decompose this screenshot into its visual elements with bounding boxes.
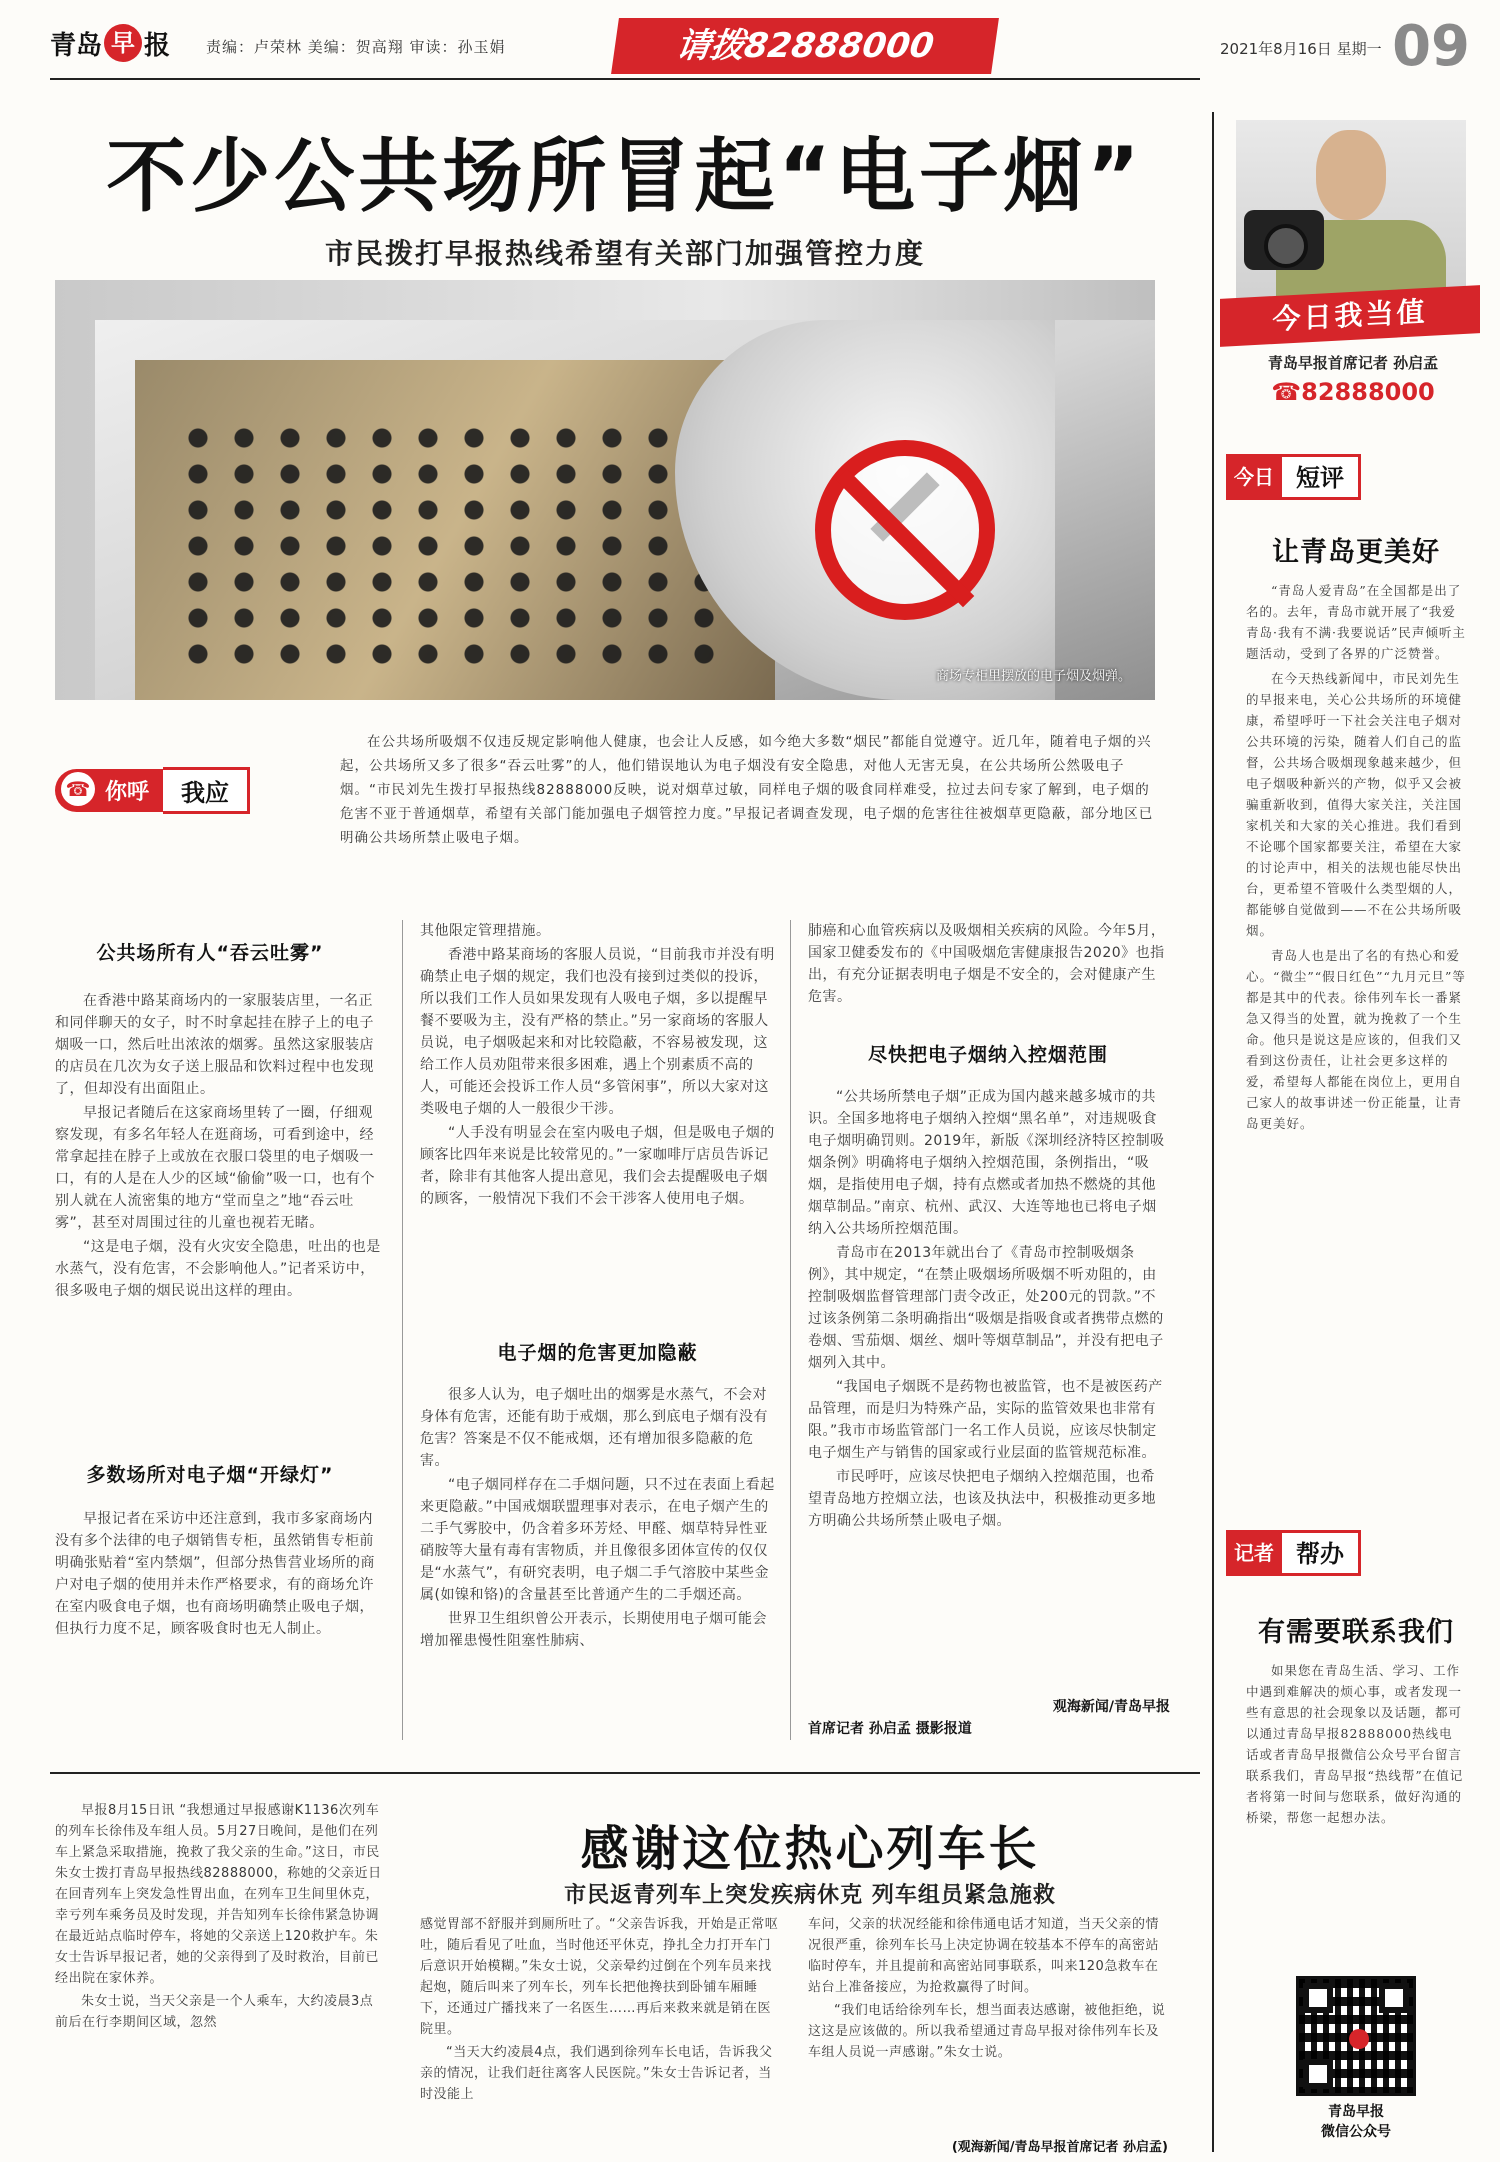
byline-2: 首席记者 孙启孟 摄影报道 [808, 1721, 972, 1737]
page-number: 09 [1392, 14, 1470, 79]
paragraph: “我们电话给徐列车长，想当面表达感谢，被他拒绝，说这这是应该做的。所以我希望通过青岛早报对徐伟列车长及车组人员说一声感谢。”朱女士说。 [808, 2003, 1166, 2060]
main-subheadline: 市民拨打早报热线希望有关部门加强管控力度 [324, 237, 925, 270]
paragraph: 青岛市在2013年就出台了《青岛市控制吸烟条例》，其中规定，“在禁止吸烟场所吸烟不听劝阻的，由控制吸烟监督管理部门责令改正，处200元的罚款。”不过该条例第二条明确指出“吸烟是指吸食或者携带点燃的卷烟、雪茄烟、烟丝、烟叶等烟草制品”，并没有把电子烟列入其中。 [808, 1245, 1164, 1371]
section-tag-nihu-woying [55, 768, 250, 812]
qr-caption [1276, 2102, 1436, 2142]
editor-credits: 责编：卢荣林 美编：贺高翔 审读：孙玉娟 [206, 38, 506, 56]
no-smoking-icon [815, 440, 995, 620]
paragraph: “我国电子烟既不是药物也被监管，也不是被医药产品管理，而是归为特殊产品，实际的监管效果也非常有限。”我市市场监管部门一名工作人员说，应该尽快制定电子烟生产与销售的国家或行业层面的监管规范标准。 [808, 1379, 1163, 1461]
article-column-3 [808, 920, 1168, 1010]
duty-phone: ☎82888000 [1271, 378, 1435, 406]
help-tag-b: 帮办 [1282, 1530, 1361, 1576]
phone-icon: ☎ [61, 772, 95, 806]
article-column-3b [808, 1086, 1168, 1534]
article-column-2 [420, 920, 775, 1212]
photo-scene [95, 320, 1155, 700]
comment-body [1246, 580, 1466, 1138]
masthead [50, 14, 1470, 79]
help-title: 有需要联系我们 [1258, 1617, 1454, 1648]
help-tag [1226, 1528, 1416, 1578]
help-tag-a: 记者 [1226, 1530, 1282, 1576]
logo-text-bao: 报 [144, 30, 171, 61]
paragraph: 感觉胃部不舒服并到厕所吐了。“父亲告诉我，开始是正常呕吐，随后看见了吐血，当时他还平休克，挣扎全力打开车门后意识开始模糊。”朱女士说，父亲晕约过倒在个列车员来找起炮，随后叫来了列车长，列车长把他搀扶到卧铺车厢睡下，还通过广播找来了一名医生……再后来救来就是销在医院里。 [420, 1917, 779, 2037]
article-column-1b [55, 1508, 385, 1642]
reporter-face [1316, 130, 1386, 220]
paragraph: 世界卫生组织曾公开表示，长期使用电子烟可能会增加罹患慢性阻塞性肺病、 [420, 1611, 767, 1649]
qr-corner [1303, 2059, 1333, 2089]
issue-date: 2021年8月16日 星期一 [1220, 40, 1382, 58]
column-divider [790, 920, 791, 1740]
tag-text-a: 你呼 [105, 779, 150, 805]
story-intro: 在公共场所吸烟不仅违反规定影响他人健康，也会让人反感，如今绝大多数“烟民”都能自觉遵守。近几年，随着电子烟的兴起，公共场所又多了很多“吞云吐雾”的人，他们错误地认为电子烟没有安全隐患，对他人无害无臭，在公共场所公然吸电子烟。“市民刘先生拨打早报热线82888000反映，说对烟草过敏，同样电子烟的吸食同样难受，拉过去问专家了解到，电子烟的危害不亚于普通烟草，希望有关部门能加强电子烟管控力度。”早报记者调查发现，电子烟的危害往往被烟草更隐蔽，部分地区已明确公共场所禁止吸电子烟。 [340, 734, 1154, 846]
comment-tag-b: 短评 [1282, 454, 1361, 500]
second-subheadline: 市民返青列车上突发疾病休克 列车组员紧急施救 [564, 1883, 1056, 1908]
help-body [1246, 1660, 1466, 1832]
paragraph: “公共场所禁电子烟”正成为国内越来越多城市的共识。全国多地将电子烟纳入控烟“黑名单”，对违规吸食电子烟明确罚则。2019年，新版《深圳经济特区控制吸烟条例》明确将电子烟纳入控烟范围，条例指出，“吸烟，是指使用电子烟，持有点燃或者加热不燃烧的其他烟草制品。”南京、杭州、武汉、大连等地也已将电子烟纳入公共场所控烟范围。 [808, 1089, 1165, 1237]
section-title-3: 电子烟的危害更加隐蔽 [497, 1342, 698, 1364]
second-column-2 [420, 1914, 780, 2107]
paragraph: 早报记者随后在这家商场里转了一圈，仔细观察发现，有多名年轻人在逛商场，可看到途中，经常拿起挂在脖子上或放在衣服口袋里的电子烟吸一口，有的人是在人少的区域“偷偷”吸一口，也有个别人就在人流密集的地方“堂而皇之”地“吞云吐雾”，甚至对周围过往的儿童也视若无睹。 [55, 1105, 376, 1231]
reporter-photo [1236, 120, 1466, 315]
section-title-4: 尽快把电子烟纳入控烟范围 [867, 1044, 1108, 1066]
qr-corner [1303, 1983, 1333, 2013]
ecig-cartridges [175, 420, 735, 680]
main-headline: 不少公共场所冒起“电子烟” [106, 130, 1144, 223]
hotline-banner: 请拨82888000 [611, 18, 999, 74]
photo-caption: 商场专柜里摆放的电子烟及烟弹。 [935, 669, 1131, 684]
paragraph: “这是电子烟，没有火灾安全隐患，吐出的也是水蒸气，没有危害，不会影响他人。”记者采访中，很多吸电子烟的烟民说出这样的理由。 [55, 1239, 381, 1299]
paragraph: 香港中路某商场的客服人员说，“目前我市并没有明确禁止电子烟的规定，我们也没有接到过类似的投诉，所以我们工作人员如果发现有人吸电子烟，多以提醒早餐不要吸为主，没有严格的禁止。”另一家商场的客服人员说，电子烟吸起来和对比较隐蔽，不容易被发现，这给工作人员劝阻带来很多困难，遇上个别素质不高的人，可能还会投诉工作人员“多管闲事”，所以大家对这类吸电子烟的人一般很少干涉。 [420, 947, 775, 1117]
section-title-2: 多数场所对电子烟“开绿灯” [86, 1464, 334, 1486]
paragraph: 早报记者在采访中还注意到，我市多家商场内没有多个法律的电子烟销售专柜，虽然销售专柜前明确张贴着“室内禁烟”，但部分热售营业场所的商户对电子烟的使用并未作严格要求，有的商场允许在室内吸食电子烟，也有商场明确禁止吸电子烟，但执行力度不足，顾客吸食时也无人制止。 [55, 1511, 376, 1637]
paragraph: 车问，父亲的状况经能和徐伟通电话才知道，当天父亲的情况很严重，徐列车长马上决定协调在较基本不停车的高密站临时停车，并且提前和高密站同事联系，叫来120急救车在站台上准备接应，为抢救赢得了时间。 [808, 1917, 1160, 1995]
section-title-1: 公共场所有人“吞云吐雾” [96, 942, 324, 964]
paragraph: 在香港中路某商场内的一家服装店里，一名正和同伴聊天的女子，时不时拿起挂在脖子上的电子烟吸一口，然后吐出浓浓的烟雾。虽然这家服装店的店员在几次为女子送上服品和饮料过程中也发现了，但却没有出面阻止。 [55, 993, 374, 1097]
duty-reporter-name: 青岛早报首席记者 孙启孟 [1267, 354, 1439, 372]
masthead-rule [50, 78, 1200, 80]
paragraph: “电子烟同样存在二手烟问题，只不过在表面上看起来更隐蔽。”中国戒烟联盟理事对表示，在电子烟产生的二手气雾胶中，仍含着多环芳烃、甲醛、烟草特异性亚硝胺等大量有毒有害物质，并且像很多团体宣传的仅仅是“水蒸气”，有研究表明，电子烟二手气溶胶中某些金属(如镍和铬)的含量甚至比普通产生的二手烟还高。 [420, 1477, 775, 1603]
paragraph: “青岛人爱青岛”在全国都是出了名的。去年，青岛市就开展了“我爱青岛·我有不满·我要说话”民声倾听主题活动，受到了各界的广泛赞誉。 [1246, 583, 1466, 661]
paragraph: 早报8月15日讯 “我想通过早报感谢K1136次列车的列车长徐伟及车组人员。5月27日晚间，是他们在列车上紧急采取措施，挽救了我父亲的生命。”这日，市民朱女士拨打青岛早报热线82888000，称她的父亲近日在回青列车上突发急性胃出血，在列车卫生间里休克，幸亏列车乘务员及时发现，并告知列车长徐伟紧急协调在最近站点临时停车，将她的父亲送上120救护车。朱女士告诉早报记者，她的父亲得到了及时救治，目前已经出院在家休养。 [55, 1803, 382, 1986]
qr-caption-line-2: 微信公众号 [1321, 2124, 1391, 2140]
comment-tag-a: 今日 [1226, 454, 1282, 500]
second-headline: 感谢这位热心列车长 [580, 1821, 1040, 1877]
qr-center-logo [1349, 2029, 1369, 2049]
article-column-2b [420, 1384, 775, 1654]
second-byline: (观海新闻/青岛早报首席记者 孙启孟) [951, 2140, 1168, 2155]
tag-text-b: 我应 [163, 767, 250, 814]
paragraph: “当天大约凌晨4点，我们遇到徐列车长电话，告诉我父亲的情况，让我们赶往离客人民医院。”朱女士告诉记者，当时没能上 [420, 2045, 773, 2102]
qr-code-icon[interactable] [1296, 1976, 1416, 2096]
paragraph: 在今天热线新闻中，市民刘先生的早报来电，关心公共场所的环境健康，希望呼吁一下社会关注电子烟对公共环境的污染，随着人们自己的监督，公共场合吸烟现象越来越少，但电子烟吸种新兴的产物，似乎又会被骗重新收到，值得大家关注，关注国家机关和大家的关心推进。我们看到不论哪个国家都要关注，希望在大家的讨论声中，相关的法规也能尽快出台，更希望不管吸什么类型烟的人，都能够自觉做到——不在公共场所吸烟。 [1246, 671, 1463, 938]
paragraph: 很多人认为，电子烟吐出的烟雾是水蒸气，不会对身体有危害，还能有助于戒烟，那么到底电子烟有没有危害？答案是不仅不能戒烟，还有增加很多隐蔽的危害。 [420, 1387, 768, 1469]
newspaper-logo [50, 24, 170, 62]
paragraph: 朱女士说，当天父亲是一个人乘车，大约凌晨3点前后在行李期间区域，忽然 [55, 1994, 374, 2030]
second-column-3 [808, 1914, 1168, 2065]
sidebar-divider [1212, 112, 1214, 2152]
qr-corner [1379, 1983, 1409, 2013]
camera-icon [1244, 210, 1324, 270]
paragraph: “人手没有明显会在室内吸电子烟，但是吸电子烟的顾客比四年来说是比较常见的。”一家咖啡厅店员告诉记者，除非有其他客人提出意见，我们会去提醒吸电子烟的顾客，一般情况下我们不会干涉客人使用电子烟。 [420, 1125, 775, 1207]
on-duty-banner: 今日我当值 [1220, 285, 1480, 347]
column-divider [402, 920, 403, 1740]
section-rule [50, 1772, 1200, 1774]
paragraph: 青岛人也是出了名的有热心和爱心。“微尘”“假日红色”“九月元旦”等都是其中的代表。徐伟列车长一番紧急又得当的处置，就为挽救了一个生命。他只是说这是应该的，但我们又看到这份责任，让社会更多这样的爱，希望每人都能在岗位上，更用自己家人的故事讲述一份正能量，让青岛更美好。 [1246, 948, 1466, 1131]
paragraph: 市民呼吁，应该尽快把电子烟纳入控烟范围，也希望青岛地方控烟立法，也该及执法中，积极推动更多地方明确公共场所禁止吸电子烟。 [808, 1469, 1156, 1529]
comment-tag [1226, 452, 1416, 502]
comment-title: 让青岛更美好 [1272, 537, 1440, 568]
paragraph: 其他限定管理措施。 [420, 923, 551, 939]
second-column-1 [55, 1800, 385, 2035]
paragraph: 如果您在青岛生活、学习、工作中遇到难解决的烦心事，或者发现一些有意思的社会现象以及话题，都可以通过青岛早报82888000热线电话或者青岛早报微信公众号平台留言联系我们，青岛早报“热线帮”在值记者将第一时间与您联系，做好沟通的桥梁，帮您一起想办法。 [1246, 1663, 1464, 1825]
paragraph: 肺癌和心血管疾病以及吸烟相关疾病的风险。今年5月，国家卫健委发布的《中国吸烟危害健康报告2020》也指出，有充分证据表明电子烟是不安全的，会对健康产生危害。 [808, 923, 1166, 1005]
byline-1: 观海新闻/青岛早报 [1052, 1699, 1170, 1715]
tag-red-part [55, 769, 163, 812]
article-column-1 [55, 990, 385, 1304]
main-photo [55, 280, 1155, 700]
logo-text-zao: 早 [104, 24, 142, 62]
logo-text-qingdao: 青岛 [50, 30, 103, 61]
qr-caption-line-1: 青岛早报 [1328, 2104, 1384, 2120]
